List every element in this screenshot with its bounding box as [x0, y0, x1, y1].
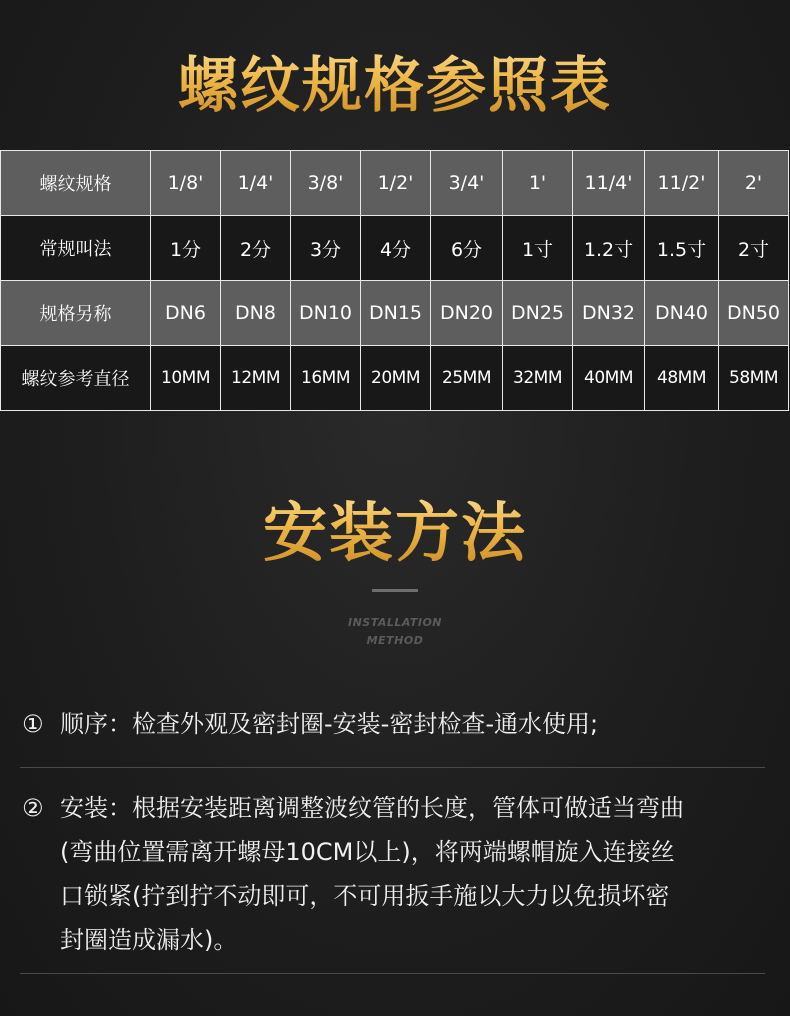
table-cell: 16MM	[291, 346, 361, 411]
thread-spec-table	[0, 150, 789, 411]
table-cell: 40MM	[573, 346, 645, 411]
install-method-title: 安装方法	[0, 482, 790, 574]
row-header: 螺纹规格	[1, 151, 151, 216]
step-1-number: ①	[22, 710, 44, 738]
table-row-alt-name	[1, 281, 789, 346]
table-cell: 25MM	[431, 346, 503, 411]
table-cell: 4分	[361, 216, 431, 281]
table-cell: 1/4'	[221, 151, 291, 216]
table-cell: 20MM	[361, 346, 431, 411]
table-cell: DN20	[431, 281, 503, 346]
table-cell: DN8	[221, 281, 291, 346]
row-header: 常规叫法	[1, 216, 151, 281]
table-cell: 3分	[291, 216, 361, 281]
step-2	[22, 786, 772, 962]
table-cell: 1分	[151, 216, 221, 281]
table-row-diameter	[1, 346, 789, 411]
table-cell: DN15	[361, 281, 431, 346]
step-2-line-2: (弯曲位置需离开螺母10CM以上)，将两端螺帽旋入连接丝	[60, 838, 675, 866]
step-2-line-3: 口锁紧(拧到拧不动即可，不可用扳手施以大力以免损坏密	[60, 882, 670, 910]
table-cell: 58MM	[719, 346, 789, 411]
step-1	[22, 702, 772, 746]
table-cell: 1寸	[503, 216, 573, 281]
table-cell: DN6	[151, 281, 221, 346]
table-cell: 1'	[503, 151, 573, 216]
step-2-line-1: 安装：根据安装距离调整波纹管的长度，管体可做适当弯曲	[60, 794, 684, 822]
table-cell: 1/2'	[361, 151, 431, 216]
table-cell: DN50	[719, 281, 789, 346]
table-cell: 1.2寸	[573, 216, 645, 281]
row-header: 规格另称	[1, 281, 151, 346]
table-cell: DN32	[573, 281, 645, 346]
table-cell: 11/2'	[645, 151, 719, 216]
table-cell: DN25	[503, 281, 573, 346]
table-cell: DN40	[645, 281, 719, 346]
table-row-common-name	[1, 216, 789, 281]
step-separator	[20, 767, 765, 768]
table-cell: 2分	[221, 216, 291, 281]
step-2-line-4: 封圈造成漏水)。	[60, 926, 238, 954]
table-cell: 32MM	[503, 346, 573, 411]
table-cell: 11/4'	[573, 151, 645, 216]
table-row-thread-spec	[1, 151, 789, 216]
table-cell: 3/8'	[291, 151, 361, 216]
table-cell: 3/4'	[431, 151, 503, 216]
table-cell: 10MM	[151, 346, 221, 411]
table-cell: DN10	[291, 281, 361, 346]
table-cell: 2'	[719, 151, 789, 216]
title-divider	[372, 589, 418, 592]
subtitle-installation: INSTALLATION	[347, 616, 443, 629]
bottom-separator	[20, 973, 765, 974]
table-cell: 2寸	[719, 216, 789, 281]
table-cell: 12MM	[221, 346, 291, 411]
row-header: 螺纹参考直径	[1, 346, 151, 411]
step-2-number: ②	[22, 794, 44, 822]
subtitle-method: METHOD	[366, 634, 424, 647]
spec-table-title: 螺纹规格参照表	[0, 38, 790, 124]
table-cell: 1/8'	[151, 151, 221, 216]
table-cell: 1.5寸	[645, 216, 719, 281]
step-1-text: 顺序：检查外观及密封圈-安装-密封检查-通水使用;	[60, 710, 599, 738]
table-cell: 6分	[431, 216, 503, 281]
table-cell: 48MM	[645, 346, 719, 411]
